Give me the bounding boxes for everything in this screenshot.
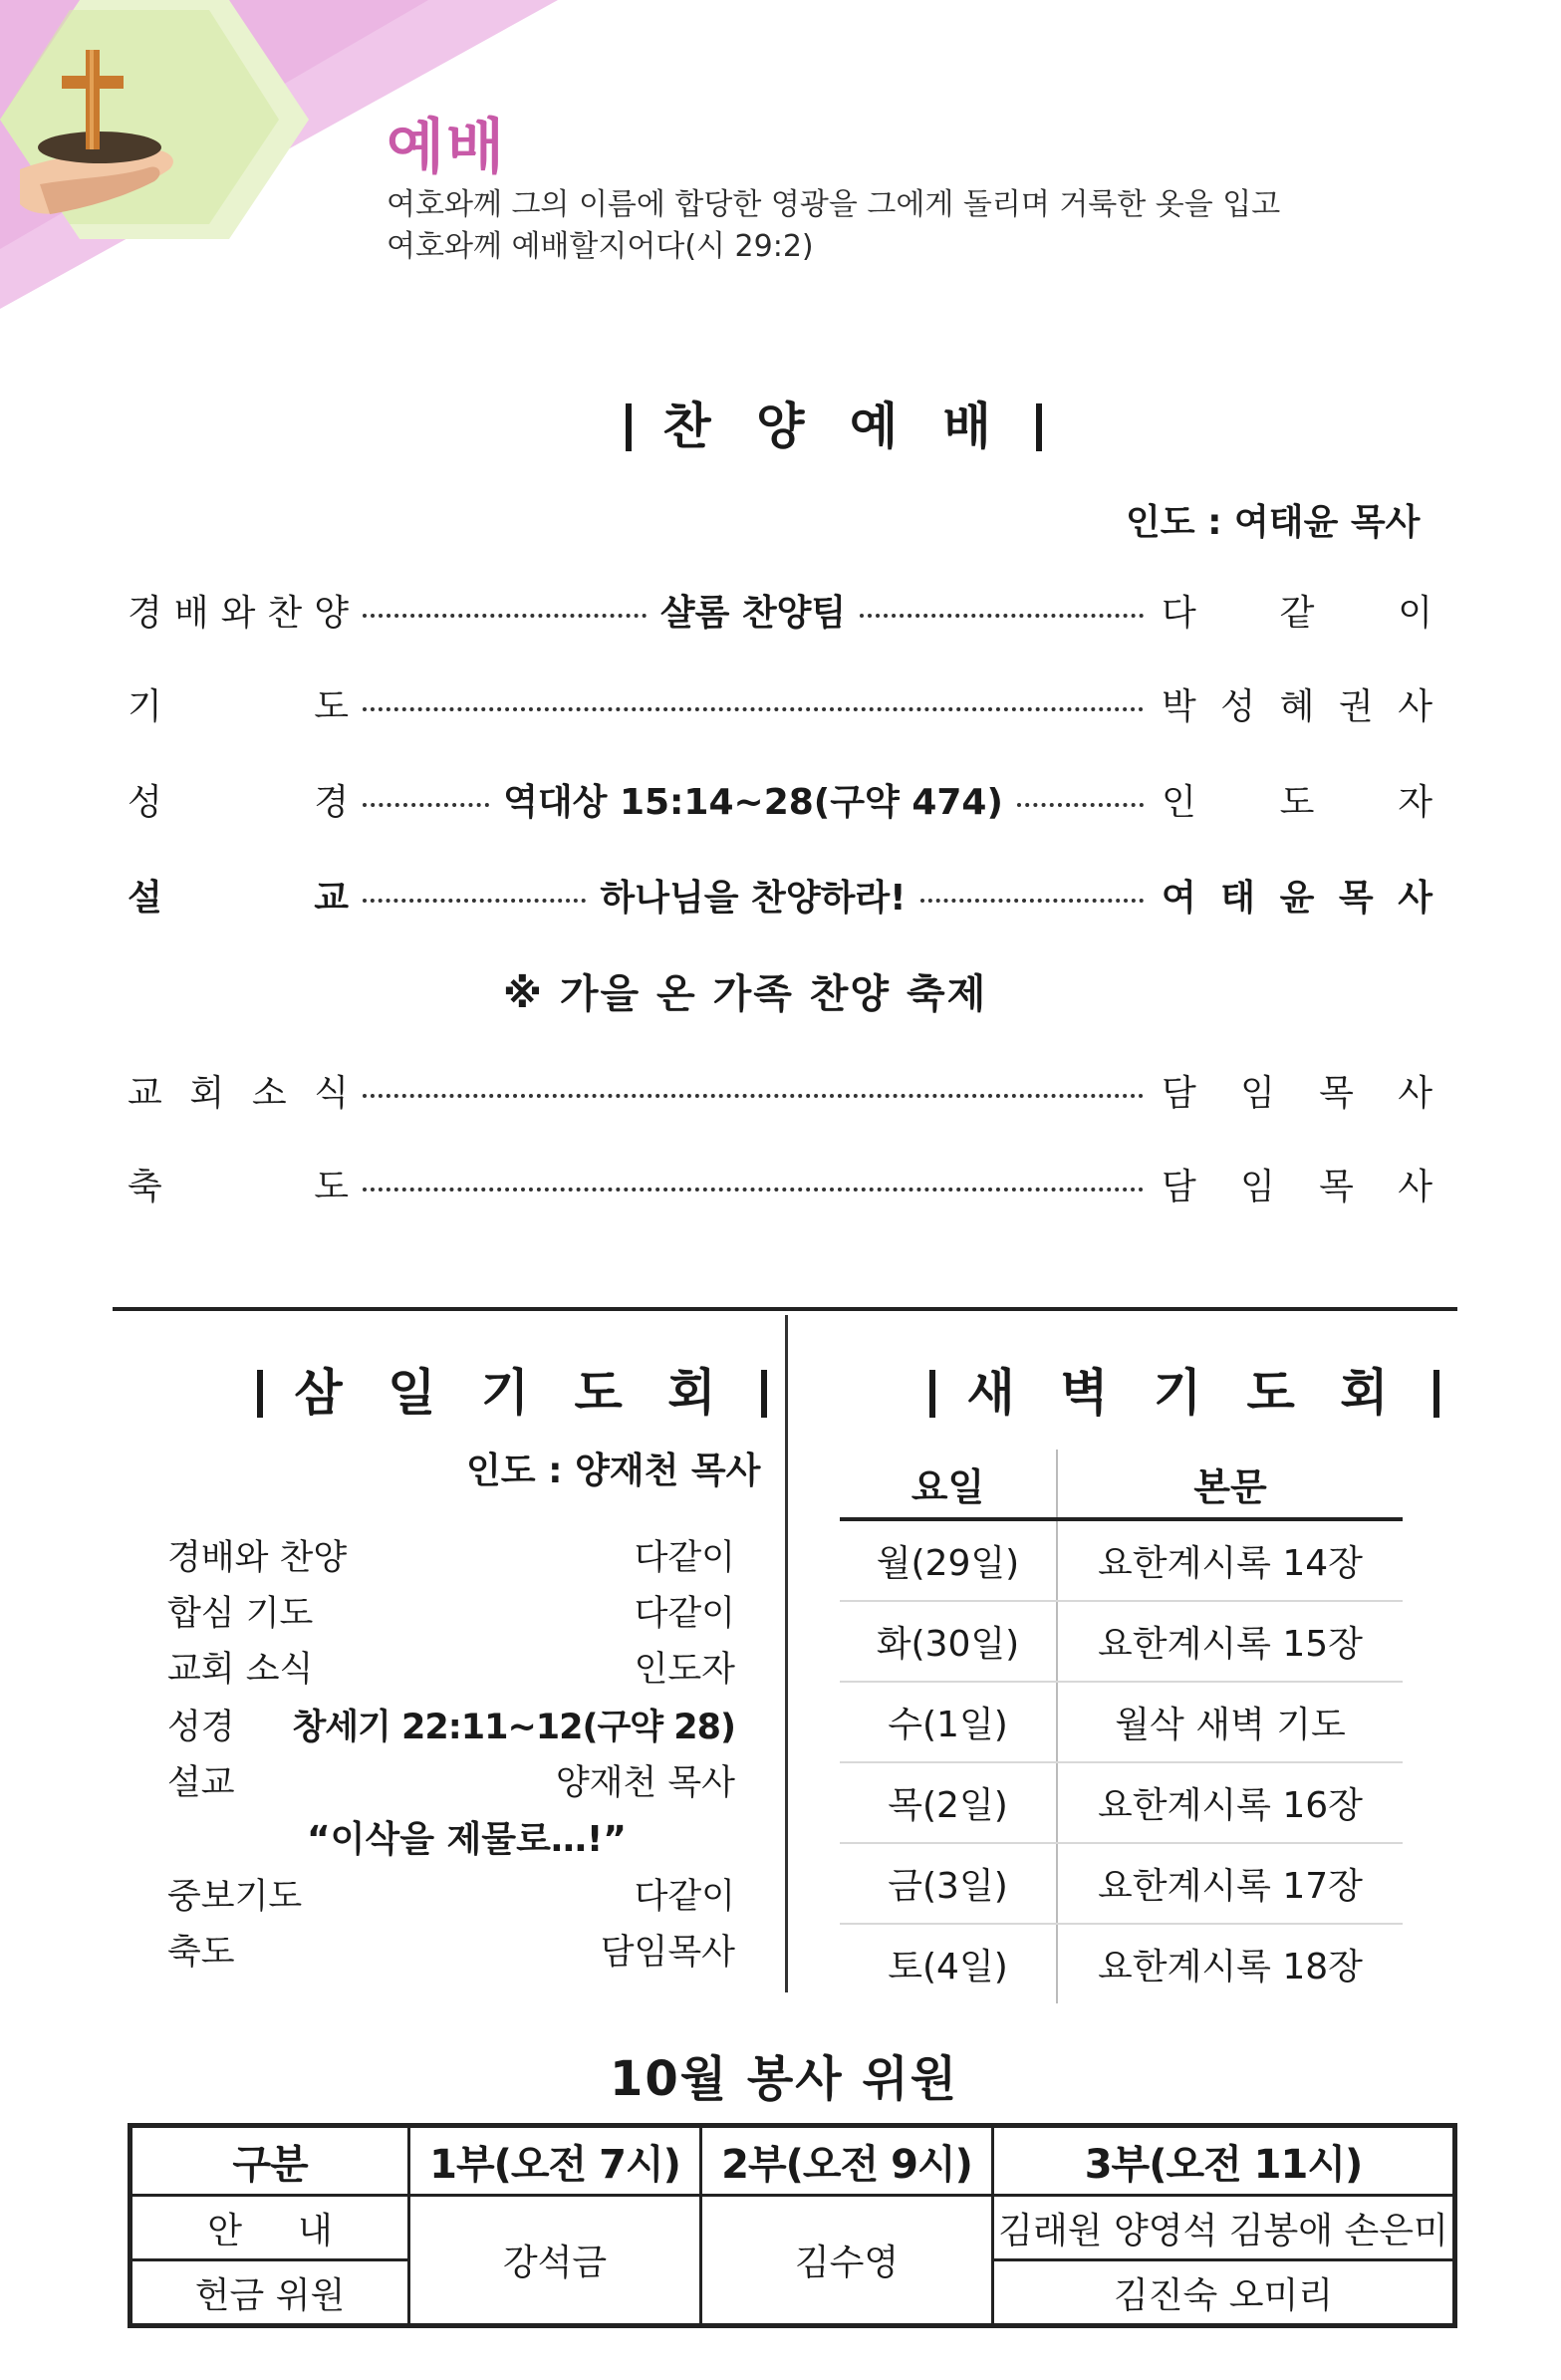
order-label-char: 축 — [128, 1166, 162, 1207]
dawn-passage: 요한계시록 15장 — [1057, 1601, 1403, 1682]
order-label — [128, 774, 349, 825]
dawn-prayer-table — [840, 1450, 1403, 2003]
order-person — [1162, 1065, 1432, 1116]
order-detail: 역대상 15:14~28(구약 474) — [503, 781, 1003, 823]
order-person — [1162, 585, 1432, 636]
dawn-header-text: 본문 — [1057, 1450, 1403, 1519]
service-2-volunteer: 김수영 — [701, 2196, 993, 2326]
role-offering: 헌금 위원 — [130, 2260, 409, 2326]
order-person-char: 다 — [1162, 592, 1196, 634]
wednesday-row — [167, 1869, 735, 1919]
column-divider — [785, 1315, 788, 1992]
volunteers-header-service-2: 2부(오전 9시) — [701, 2126, 993, 2196]
order-label-char: 경 — [128, 592, 162, 634]
order-row — [128, 675, 1432, 731]
order-row — [128, 867, 1432, 923]
order-person-char: 사 — [1398, 877, 1432, 919]
title-bar-right — [1036, 403, 1042, 451]
order-label-char: 성 — [128, 781, 162, 823]
header-title: 예배 — [387, 113, 506, 182]
order-person-char: 여 — [1162, 877, 1196, 919]
volunteers-header-row — [130, 2126, 1455, 2196]
wednesday-item: 교회 소식 — [167, 1650, 314, 1690]
order-label-char: 찬 — [267, 592, 303, 634]
order-label-char: 설 — [128, 877, 162, 919]
dots — [363, 707, 1144, 711]
order-label-char: 도 — [314, 685, 349, 727]
order-person-char: 목 — [1319, 1166, 1354, 1207]
order-person-char: 담 — [1162, 1072, 1196, 1114]
volunteers-row-usher — [130, 2196, 1455, 2260]
dotted-leader — [363, 867, 1144, 923]
order-label-char: 식 — [314, 1072, 349, 1114]
dawn-table-row — [840, 1924, 1403, 2003]
festival-notice: ※ 가을 온 가족 찬양 축제 — [503, 971, 988, 1017]
dotted-leader — [363, 771, 1144, 827]
dawn-day: 목(2일) — [840, 1762, 1057, 1843]
order-label — [128, 1065, 349, 1116]
volunteers-header-category: 구분 — [130, 2126, 409, 2196]
order-person-char: 인 — [1162, 781, 1196, 823]
order-label-char: 교 — [128, 1072, 162, 1114]
dawn-prayer-title — [929, 1353, 1439, 1425]
dawn-header-day: 요일 — [840, 1450, 1057, 1519]
order-label-char: 기 — [128, 685, 162, 727]
service-3-usher: 김래원 양영석 김봉애 손은미 — [993, 2196, 1455, 2260]
dotted-leader — [363, 1156, 1144, 1211]
dawn-day: 수(1일) — [840, 1682, 1057, 1762]
order-person-char: 자 — [1398, 781, 1432, 823]
cross-in-hands-icon — [0, 0, 359, 309]
dawn-passage: 요한계시록 16장 — [1057, 1762, 1403, 1843]
wednesday-sermon-title: “이삭을 제물로…!” — [307, 1819, 627, 1860]
dawn-passage: 요한계시록 18장 — [1098, 1947, 1363, 1987]
dawn-passage: 월삭 새벽 기도 — [1057, 1682, 1403, 1762]
wednesday-item: 중보기도 — [167, 1877, 303, 1917]
order-person — [1162, 774, 1432, 825]
order-label — [128, 678, 349, 729]
dawn-table-row — [840, 1682, 1403, 1762]
praise-service-title — [626, 387, 1042, 458]
order-label-char: 회 — [189, 1072, 225, 1114]
order-detail: 하나님을 찬양하라! — [600, 877, 907, 919]
header-verse-line-2: 여호와께 예배할지어다(시 29:2) — [387, 229, 814, 264]
wednesday-row — [167, 1755, 735, 1805]
dots — [1017, 803, 1144, 807]
section-divider — [113, 1307, 1457, 1311]
order-label-char: 와 — [220, 592, 256, 634]
order-label-char: 양 — [314, 592, 349, 634]
dots — [860, 614, 1144, 618]
dawn-passage: 요한계시록 17장 — [1057, 1843, 1403, 1924]
order-person-char: 담 — [1162, 1166, 1196, 1207]
order-label-char: 소 — [251, 1072, 287, 1114]
order-person-char: 권 — [1338, 685, 1374, 727]
header-verse-line-1: 여호와께 그의 이름에 합당한 영광을 그에게 돌리며 거룩한 옷을 입고 — [387, 187, 1281, 222]
order-person — [1162, 678, 1432, 729]
order-label — [128, 870, 349, 921]
wednesday-prayer-title-text: 삼 일 기 도 회 — [294, 1364, 730, 1422]
wednesday-person: 다같이 — [634, 1538, 735, 1578]
order-label-char: 도 — [314, 1166, 349, 1207]
order-row — [128, 582, 1432, 638]
volunteers-title: 10월 봉사 위원 — [610, 2051, 959, 2107]
wednesday-item: 경배와 찬양 — [167, 1538, 348, 1578]
dawn-table-row — [840, 1519, 1403, 1601]
order-row — [128, 1062, 1432, 1118]
order-label — [128, 585, 349, 636]
service-3-offering: 김진숙 오미리 — [993, 2260, 1455, 2326]
wednesday-item: 성경 — [167, 1708, 235, 1747]
order-person-char: 목 — [1319, 1072, 1354, 1114]
title-bar-left — [257, 1370, 263, 1418]
order-person — [1162, 870, 1432, 921]
praise-service-title-text: 찬 양 예 배 — [662, 397, 1005, 455]
order-row — [128, 771, 1432, 827]
wednesday-row — [167, 1530, 735, 1580]
title-bar-right — [1433, 1370, 1439, 1418]
wednesday-prayer-title — [257, 1353, 767, 1425]
order-person-char: 같 — [1279, 592, 1315, 634]
wednesday-row — [167, 1700, 735, 1749]
wednesday-person: 다같이 — [634, 1877, 735, 1917]
wednesday-item: 축도 — [167, 1933, 235, 1973]
order-person-char: 혜 — [1279, 685, 1315, 727]
wednesday-person: 담임목사 — [600, 1933, 735, 1973]
dots — [363, 803, 489, 807]
dawn-table-row — [840, 1601, 1403, 1682]
order-person-char: 이 — [1398, 592, 1432, 634]
order-person-char: 사 — [1398, 1166, 1432, 1207]
order-label — [128, 1159, 349, 1209]
dawn-passage: 요한계시록 14장 — [1057, 1519, 1403, 1601]
title-bar-left — [626, 403, 632, 451]
wednesday-person: 인도자 — [634, 1650, 735, 1690]
dots — [363, 614, 647, 618]
order-person-char: 성 — [1220, 685, 1256, 727]
dots — [363, 1188, 1144, 1191]
dotted-leader — [363, 1062, 1144, 1118]
wednesday-person: 창세기 22:11~12(구약 28) — [292, 1708, 735, 1747]
order-person-char: 사 — [1398, 1072, 1432, 1114]
order-label-char: 경 — [314, 781, 349, 823]
order-person-char: 도 — [1279, 781, 1315, 823]
wednesday-person: 다같이 — [634, 1594, 735, 1634]
dawn-table-row — [840, 1843, 1403, 1924]
praise-service-leader: 인도 : 여태윤 목사 — [1126, 502, 1421, 543]
dawn-day: 금(3일) — [840, 1843, 1057, 1924]
wednesday-item: 설교 — [167, 1763, 235, 1803]
order-person-char: 윤 — [1279, 877, 1315, 919]
dawn-day: 화(30일) — [840, 1601, 1057, 1682]
order-label-char: 교 — [314, 877, 349, 919]
wednesday-row — [167, 1642, 735, 1692]
dots — [363, 1094, 1144, 1098]
service-1-volunteer: 강석금 — [409, 2196, 701, 2326]
dawn-table-header-row — [840, 1450, 1403, 1519]
order-person-char: 박 — [1162, 685, 1196, 727]
wednesday-item: 합심 기도 — [167, 1594, 314, 1634]
volunteers-header-service-3: 3부(오전 11시) — [993, 2126, 1455, 2196]
wednesday-row — [167, 1586, 735, 1636]
volunteers-header-service-1: 1부(오전 7시) — [409, 2126, 701, 2196]
volunteers-table — [128, 2123, 1457, 2328]
wednesday-row — [167, 1925, 735, 1975]
wednesday-prayer-leader: 인도 : 양재천 목사 — [466, 1451, 761, 1491]
order-row — [128, 1156, 1432, 1211]
order-person-char: 임 — [1240, 1072, 1275, 1114]
order-person-char: 임 — [1240, 1166, 1275, 1207]
order-person-char: 태 — [1220, 877, 1256, 919]
order-label-char: 배 — [173, 592, 209, 634]
title-bar-right — [761, 1370, 767, 1418]
order-person-char: 목 — [1338, 877, 1374, 919]
order-person — [1162, 1159, 1432, 1209]
dawn-prayer-title-text: 새 벽 기 도 회 — [966, 1364, 1403, 1422]
dotted-leader — [363, 582, 1144, 638]
dawn-day: 토(4일) — [840, 1924, 1057, 2003]
title-bar-left — [929, 1370, 935, 1418]
dawn-table-row — [840, 1762, 1403, 1843]
order-detail: 샬롬 찬양팀 — [659, 592, 847, 634]
dotted-leader — [363, 675, 1144, 731]
dawn-day: 월(29일) — [840, 1519, 1057, 1601]
wednesday-person: 양재천 목사 — [555, 1763, 735, 1803]
role-usher: 안내 — [130, 2196, 409, 2260]
dots — [363, 899, 586, 903]
order-person-char: 사 — [1398, 685, 1432, 727]
dots — [920, 899, 1144, 903]
